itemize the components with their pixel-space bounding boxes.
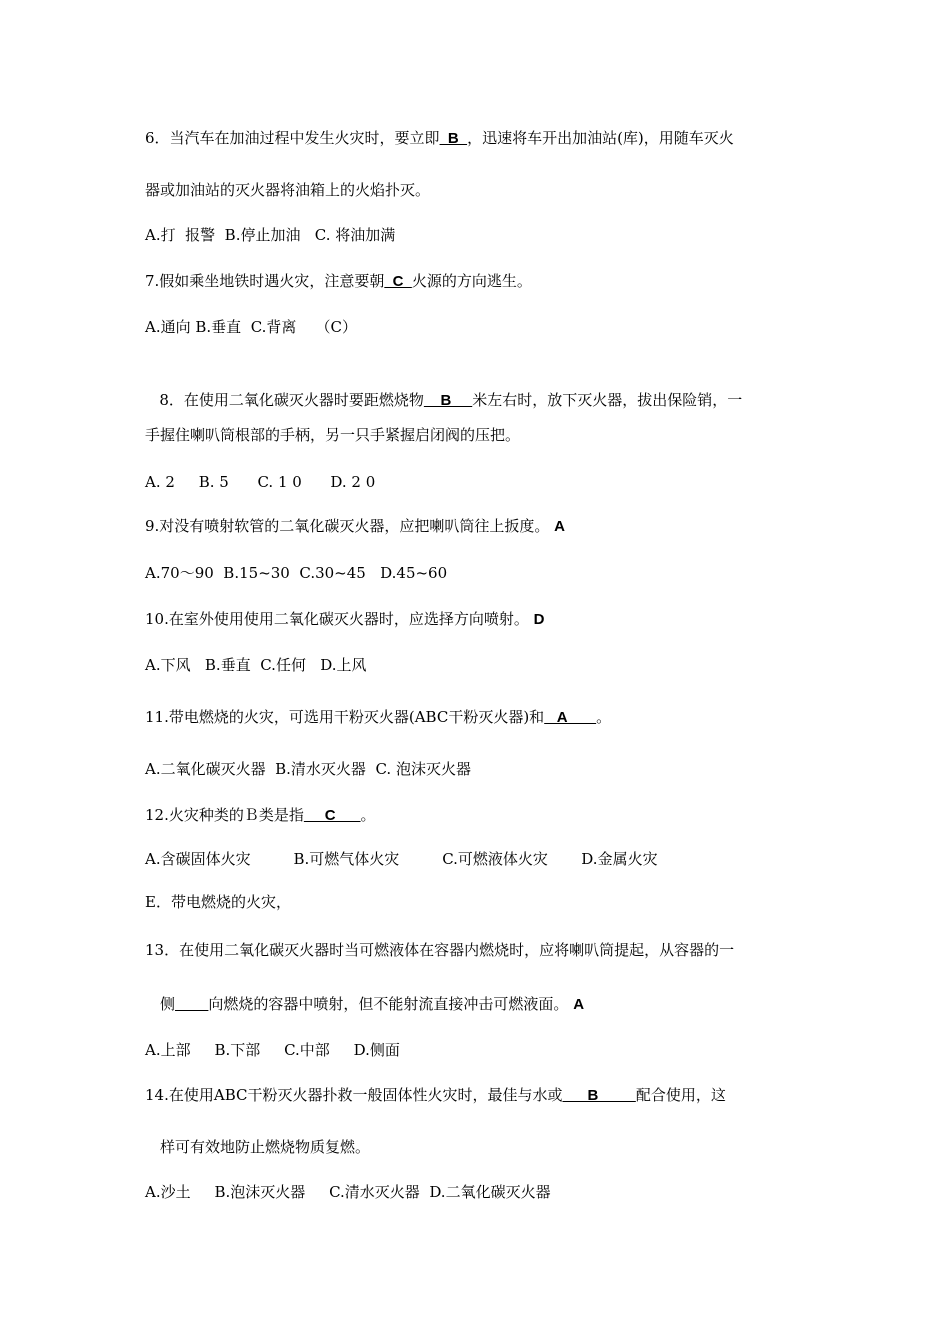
q11-text-pre: 11.带电燃烧的火灾，可选用干粉灭火器(ABC干粉灭火器)和 <box>145 708 545 726</box>
q7-options: A.通向 B.垂直 C.背离 （C） <box>145 318 357 336</box>
q13-blank <box>175 995 208 1013</box>
q10-answer: D <box>533 611 545 628</box>
q9-text: 9.对没有喷射软管的二氧化碳灭火器，应把喇叭筒往上扳度。 <box>145 517 550 535</box>
q12-text-pre: 12.火灾种类的Ｂ类是指 <box>145 806 304 824</box>
q13-text-pre: 侧 <box>160 995 176 1013</box>
q11-answer-blank: A <box>544 709 597 726</box>
q11-line1 <box>145 707 611 728</box>
q13-line1: 13．在使用二氧化碳灭火器时当可燃液体在容器内燃烧时，应将喇叭筒提起，从容器的一 <box>145 941 735 959</box>
q14-line2: 样可有效地防止燃烧物质复燃。 <box>160 1138 371 1156</box>
q9-options: A.70～90 B.15~30 C.30~45 D.45~60 <box>145 564 448 582</box>
q6-line2: 器或加油站的灭火器将油箱上的火焰扑灭。 <box>145 181 431 199</box>
q8-answer-blank: B <box>423 392 473 409</box>
q12-options: A.含碳固体火灾 B.可燃气体火灾 C.可燃液体火灾 D.金属火灾 <box>145 850 658 868</box>
q12-text-post: 。 <box>360 806 376 824</box>
q8-text-post: 米左右时，放下灭火器，拔出保险销，一 <box>472 391 743 409</box>
q7-line1 <box>145 271 532 292</box>
q12-option-e: E．带电燃烧的火灾， <box>145 893 291 911</box>
q13-options: A.上部 B.下部 C.中部 D.侧面 <box>145 1041 400 1059</box>
q14-text-post: 配合使用，这 <box>635 1086 726 1104</box>
q14-answer-blank: B <box>562 1087 636 1104</box>
q7-text-post: 火源的方向逃生。 <box>411 272 532 290</box>
q8-text-pre: 8．在使用二氧化碳灭火器时要距燃烧物 <box>154 391 424 409</box>
q14-text-pre: 14.在使用ABC干粉灭火器扑救一般固体性火灾时，最佳与水或 <box>145 1086 563 1104</box>
q12-answer-blank: C <box>303 807 361 824</box>
q6-options: A.打 报警 B.停止加油 C. 将油加满 <box>145 226 396 244</box>
q9-answer: A <box>554 518 565 535</box>
q7-answer-blank: C <box>384 273 412 290</box>
q10-options: A.下风 B.垂直 C.任何 D.上风 <box>145 656 367 674</box>
q13-text-post: 向燃烧的容器中喷射，但不能射流直接冲击可燃液面。 <box>208 995 569 1013</box>
q6-text-post: ，迅速将车开出加油站(库)，用随车灭火 <box>467 129 734 147</box>
q11-options: A.二氧化碳灭火器 B.清水灭火器 C. 泡沫灭火器 <box>145 760 471 778</box>
q9-line1 <box>145 516 565 537</box>
q6-line1 <box>145 128 734 149</box>
q8-options: A. 2 B. 5 C. 1 0 D. 2 0 <box>145 473 376 491</box>
q6-answer-blank: B <box>439 130 468 147</box>
q8-line2: 手握住喇叭筒根部的手柄，另一只手紧握启闭阀的压把。 <box>145 426 521 444</box>
q10-line1 <box>145 609 544 630</box>
q6-text-pre: 6．当汽车在加油过程中发生火灾时，要立即 <box>145 129 440 147</box>
q12-line1 <box>145 805 376 826</box>
q10-text: 10.在室外使用使用二氧化碳灭火器时，应选择方向喷射。 <box>145 610 529 628</box>
q13-answer: A <box>573 996 585 1013</box>
q14-line1 <box>145 1085 726 1106</box>
q11-text-post: 。 <box>596 708 612 726</box>
q8-line1 <box>145 370 742 411</box>
q7-text-pre: 7.假如乘坐地铁时遇火灾，注意要朝 <box>145 272 385 290</box>
q14-options: A.沙土 B.泡沫灭火器 C.清水灭火器 D.二氧化碳灭火器 <box>145 1183 551 1201</box>
q13-line2 <box>160 994 584 1015</box>
